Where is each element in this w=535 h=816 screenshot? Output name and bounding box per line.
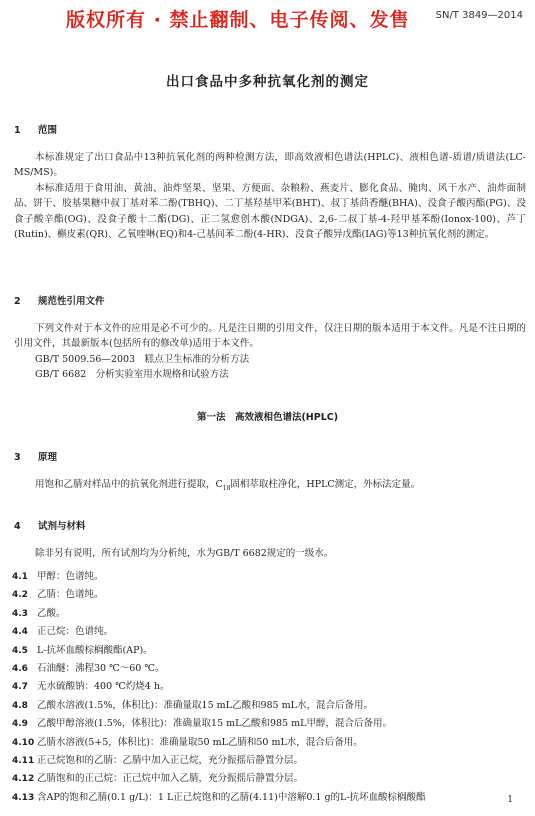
section-normative-references (14, 294, 526, 383)
section-heading: 3 原理 (14, 452, 58, 463)
list-item: 4.1 甲醇：色谱纯。 (12, 571, 104, 582)
scope-paragraph-2: 本标准适用于食用油、黄油、油炸坚果、坚果、方便面、杂粮粉、燕麦片、膨化食品、腌肉、风干水产、油炸面制品、饼干、胶基果糖中叔丁基对苯二酚(TBHQ)、二丁基羟基甲苯(BHT)、叔丁基茴香醚(BHA)、没食子酸丙酯(PG)、没食子酸辛酯(OG)、没食子酸十二酯(DG)、正二氢愈创木酸(NDGA)、2,6-二叔丁基-4-羟甲基苯酚(Ionox-100)、芦丁(Rutin)、槲皮素(QR)、乙氧喹啉(EQ)和4-己基间苯二酚(4-HR)、没食子酸异戊酯(IAG)等13种抗氧化剂的测定。 (14, 182, 526, 240)
document-title: 出口食品中多种抗氧化剂的测定 (166, 74, 369, 90)
list-item: 4.3 乙酸。 (12, 607, 66, 619)
scope-paragraph-1: 本标准规定了出口食品中13种抗氧化剂的两种检测方法，即高效液相色谱法(HPLC)、液相色谱-质谱/质谱法(LC-MS/MS)。 (14, 151, 526, 178)
list-item: 4.9 乙酸甲醇溶液(1.5%，体积比)：准确量取15 mL乙酸和985 mL甲醇，混合后备用。 (12, 718, 392, 730)
list-item: 4.7 无水硫酸钠：400 ℃灼烧4 h。 (12, 681, 170, 693)
list-item: 4.10 乙腈水溶液(5+5，体积比)：准确量取50 mL乙腈和50 mL水，混合后备用。 (12, 736, 363, 748)
section-scope (14, 123, 526, 243)
section-heading: 4 试剂与材料 (14, 521, 86, 532)
standard-code: SN/T 3849—2014 (435, 10, 523, 21)
references-paragraph: 下列文件对于本文件的应用是必不可少的。凡是注日期的引用文件，仅注日期的版本适用于本文件。凡是不注日期的引用文件，其最新版本(包括所有的修改单)适用于本文件。 (14, 322, 526, 349)
list-item: 4.12 乙腈饱和的正己烷：正己烷中加入乙腈，充分振摇后静置分层。 (12, 773, 304, 785)
section-reagents (14, 519, 526, 561)
list-item: 4.5 L-抗坏血酸棕榈酸酯(AP)。 (12, 644, 153, 656)
page-number: 1 (507, 795, 513, 805)
principle-paragraph: 用饱和乙腈对样品中的抗氧化剂进行提取，$C_{18}$固相萃取柱净化，HPLC测定，外标法定量。 (35, 478, 421, 492)
list-item: 4.6 石油醚：沸程30 ℃～60 ℃。 (12, 663, 165, 675)
reagent-list (12, 568, 526, 807)
section-heading: 2 规范性引用文件 (14, 296, 105, 307)
list-item: 4.2 乙腈：色谱纯。 (12, 589, 104, 601)
list-item: 4.8 乙酸水溶液(1.5%，体积比)：准确量取15 mL乙酸和985 mL水，混合后备用。 (12, 699, 373, 711)
list-item: 4.11 正己烷饱和的乙腈：乙腈中加入正己烷，充分振摇后静置分层。 (12, 755, 304, 767)
reference-item: GB/T 6682 分析实验室用水规格和试验方法 (35, 369, 229, 380)
copyright-watermark: 版权所有 · 禁止翻制、电子传阅、发售 (66, 9, 410, 31)
section-heading: 1 范围 (14, 125, 58, 136)
list-item: 4.4 正己烷：色谱纯。 (12, 626, 114, 638)
section-principle (14, 450, 526, 496)
reference-item: GB/T 5009.56—2003 糕点卫生标准的分析方法 (35, 353, 250, 365)
method-title: 第一法 高效液相色谱法(HPLC) (196, 412, 339, 423)
reagents-paragraph: 除非另有说明，所有试剂均为分析纯，水为GB/T 6682规定的一级水。 (35, 547, 334, 559)
list-item: 4.13 含AP的饱和乙腈(0.1 g/L)：1 L正己烷饱和的乙腈(4.11)中溶解0.1 g的L-抗坏血酸棕榈酸酯 (12, 791, 426, 803)
